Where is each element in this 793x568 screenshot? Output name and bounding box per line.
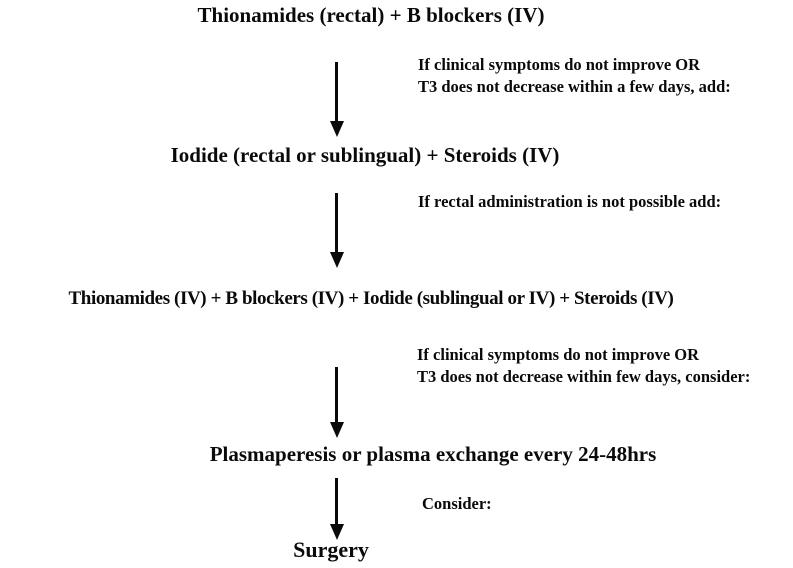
annotation-consider-surgery [422, 493, 492, 515]
annotation-consider-plasmapheresis [417, 344, 750, 388]
arrow-shaft [335, 367, 338, 422]
annotation-line: Consider: [422, 494, 492, 513]
arrow-head [330, 422, 344, 438]
arrow-head [330, 121, 344, 137]
annotation-add-iodide-steroids [418, 54, 731, 98]
annotation-line: T3 does not decrease within few days, consider: [417, 367, 751, 386]
arrow-shaft [335, 478, 338, 524]
arrow-head [330, 252, 344, 268]
down-arrow-icon [329, 367, 344, 438]
down-arrow-icon [329, 478, 344, 540]
down-arrow-icon [329, 62, 344, 137]
flowchart-node-plasmapheresis: Plasmaperesis or plasma exchange every 24-48hrs [209, 442, 657, 466]
flowchart-node-iodide-steroids: Iodide (rectal or sublingual) + Steroids (IV) [170, 143, 560, 167]
annotation-line: If rectal administration is not possible add: [418, 192, 722, 211]
annotation-line: T3 does not decrease within a few days, add: [418, 77, 731, 96]
arrow-shaft [335, 62, 338, 121]
arrow-shaft [335, 193, 338, 252]
annotation-rectal-not-possible [418, 191, 721, 213]
down-arrow-icon [329, 193, 344, 268]
annotation-line: If clinical symptoms do not improve OR [418, 55, 701, 74]
flowchart-node-combined-iv-therapy: Thionamides (IV) + B blockers (IV) + Iodide (sublingual or IV) + Steroids (IV) [68, 288, 674, 309]
annotation-line: If clinical symptoms do not improve OR [417, 345, 700, 364]
flowchart-node-surgery: Surgery [293, 537, 369, 562]
flowchart-node-thionamides-rectal: Thionamides (rectal) + B blockers (IV) [197, 3, 545, 27]
